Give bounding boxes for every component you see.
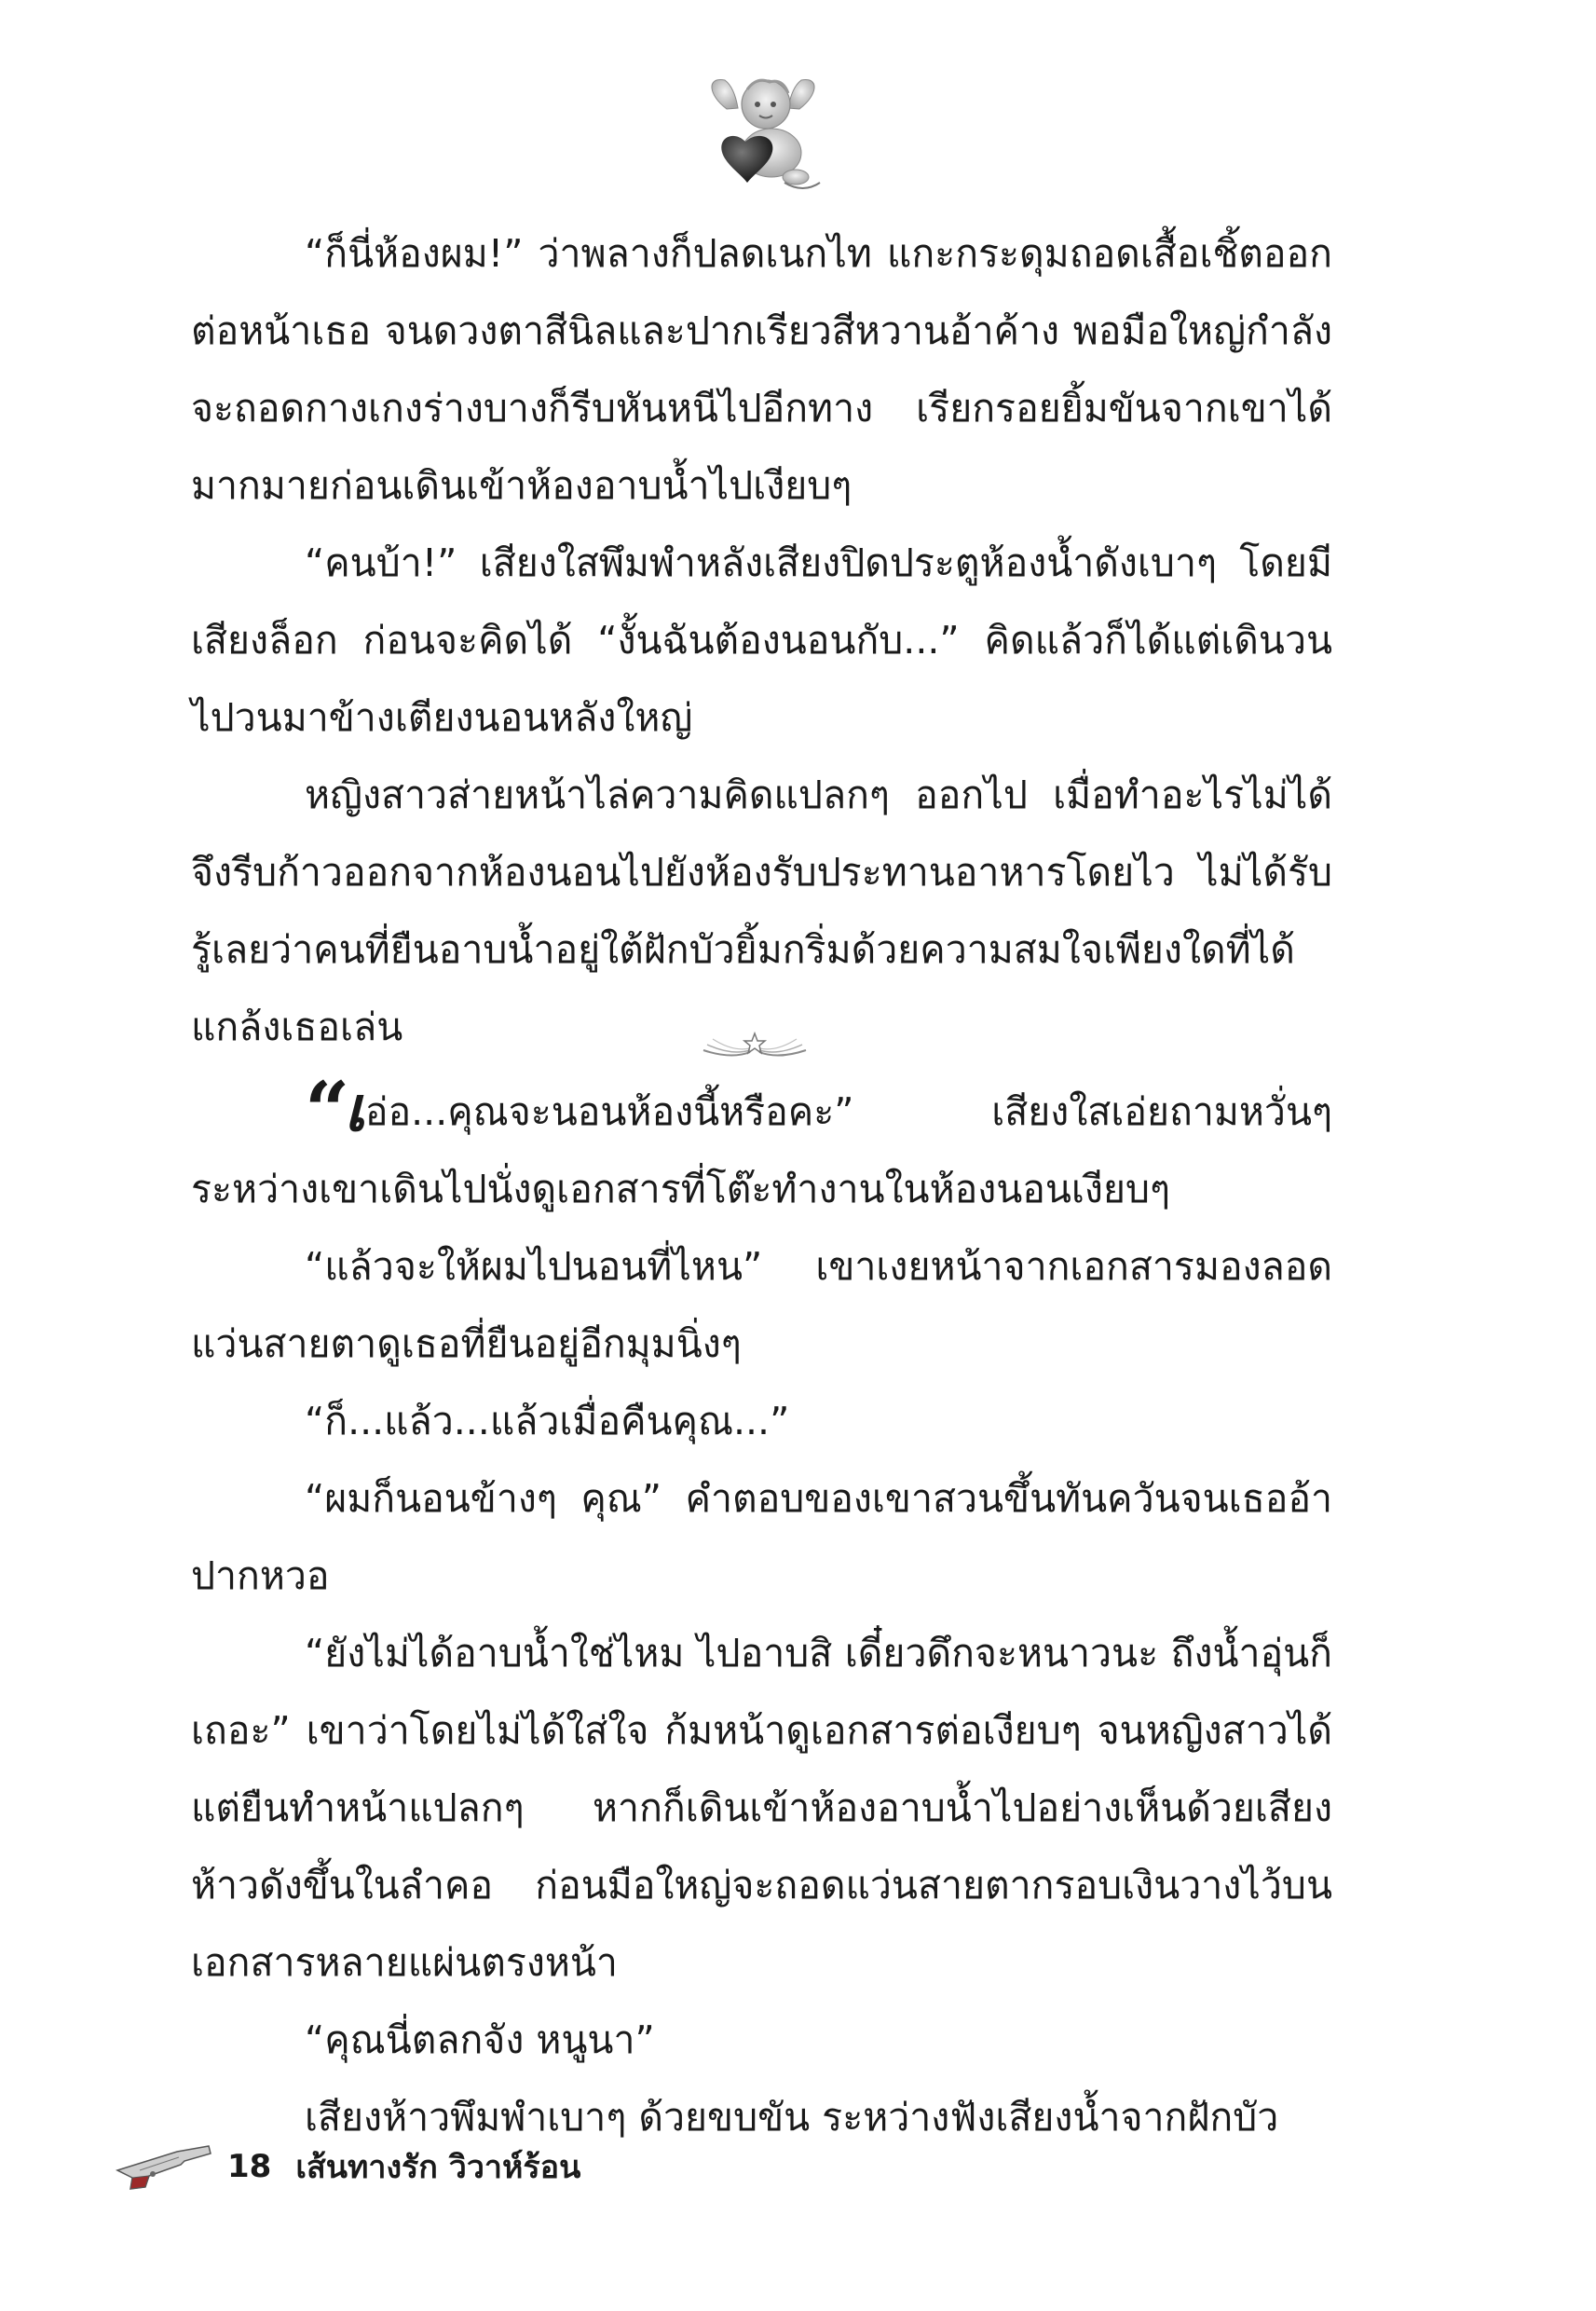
paragraph: “คุณนี่ตลกจัง หนูนา” xyxy=(305,2017,655,2062)
drop-cap-quote: “ xyxy=(305,1064,345,1156)
paragraph: “คนบ้า!” เสียงใสพึมพำหลังเสียงปิดประตูห้องน้ำดังเบาๆ โดยมีเสียงล็อก ก่อนจะคิดได้ “งั้นฉันต้องนอนกับ...” คิดแล้วก็ได้แต่เดินวนไปวนมาข้างเตียงนอนหลังใหญ่ xyxy=(191,540,1332,740)
section-2-text xyxy=(191,1064,1332,2156)
paragraph: หญิงสาวส่ายหน้าไล่ความคิดแปลกๆ ออกไป เมื่อทำอะไรไม่ได้จึงรีบก้าวออกจากห้องนอนไปยังห้องรับประทานอาหารโดยไว ไม่ได้รับรู้เลยว่าคนที่ยืนอาบน้ำอยู่ใต้ฝักบัวยิ้มกริ่มด้วยความสมใจเพียงใดที่ได้แกล้งเธอเล่น xyxy=(191,773,1332,1049)
paragraph: “ผมก็นอนข้างๆ คุณ” คำตอบของเขาสวนขึ้นทันควันจนเธออ้าปากหวอ xyxy=(191,1476,1332,1598)
page-footer xyxy=(112,2139,580,2195)
paragraph: “ก็นี่ห้องผม!” ว่าพลางก็ปลดเนกไท แกะกระดุมถอดเสื้อเชิ้ตออกต่อหน้าเธอ จนดวงตาสีนิลและปากเรียวสีหวานอ้าค้าง พอมือใหญ่กำลังจะถอดกางเกงร่างบางก็รีบหันหนีไปอีกทาง เรียกรอยยิ้มขันจากเขาได้มากมายก่อนเดินเข้าห้องอาบน้ำไปเงียบๆ xyxy=(191,231,1332,508)
cupid-heart-icon xyxy=(699,67,829,198)
wing-star-ornament-icon xyxy=(694,1030,815,1067)
book-title: เส้นทางรัก วิวาห์ร้อน xyxy=(295,2149,581,2186)
paragraph: “ยังไม่ได้อาบน้ำใช่ไหม ไปอาบสิ เดี๋ยวดึกจะหนาวนะ ถึงน้ำอุ่นก็เถอะ” เขาว่าโดยไม่ได้ใส่ใจ ก้มหน้าดูเอกสารต่อเงียบๆ จนหญิงสาวได้แต่ยืนทำหน้าแปลกๆ หากก็เดินเข้าห้องอาบน้ำไปอย่างเห็นด้วยเสียงห้าวดังขึ้นในลำคอ ก่อนมือใหญ่จะถอดแว่นสายตากรอบเงินวางไว้บนเอกสารหลายแผ่นตรงหน้า xyxy=(191,1631,1332,1985)
pistol-icon xyxy=(112,2142,214,2191)
paragraph: “ก็...แล้ว...แล้วเมื่อคืนคุณ...” xyxy=(305,1399,790,1443)
drop-cap xyxy=(305,1064,365,1156)
page-number: 18 xyxy=(227,2148,272,2185)
paragraph-dropcap xyxy=(191,1064,1332,1228)
drop-cap-letter: เ xyxy=(344,1073,365,1145)
section-1-text xyxy=(191,215,1332,1066)
paragraph: เสียงห้าวพึมพำเบาๆ ด้วยขบขัน ระหว่างฟังเสียงน้ำจากฝักบัว xyxy=(305,2095,1279,2140)
paragraph: “แล้วจะให้ผมไปนอนที่ไหน” เขาเงยหน้าจากเอกสารมองลอดแว่นสายตาดูเธอที่ยืนอยู่อีกมุมนิ่งๆ xyxy=(191,1244,1332,1366)
paragraph-text: อ่อ...คุณจะนอนห้องนี้หรือคะ” เสียงใสเอ่ยถามหวั่นๆ ระหว่างเขาเดินไปนั่งดูเอกสารที่โต๊ะทำงานในห้องนอนเงียบๆ xyxy=(191,1089,1332,1211)
